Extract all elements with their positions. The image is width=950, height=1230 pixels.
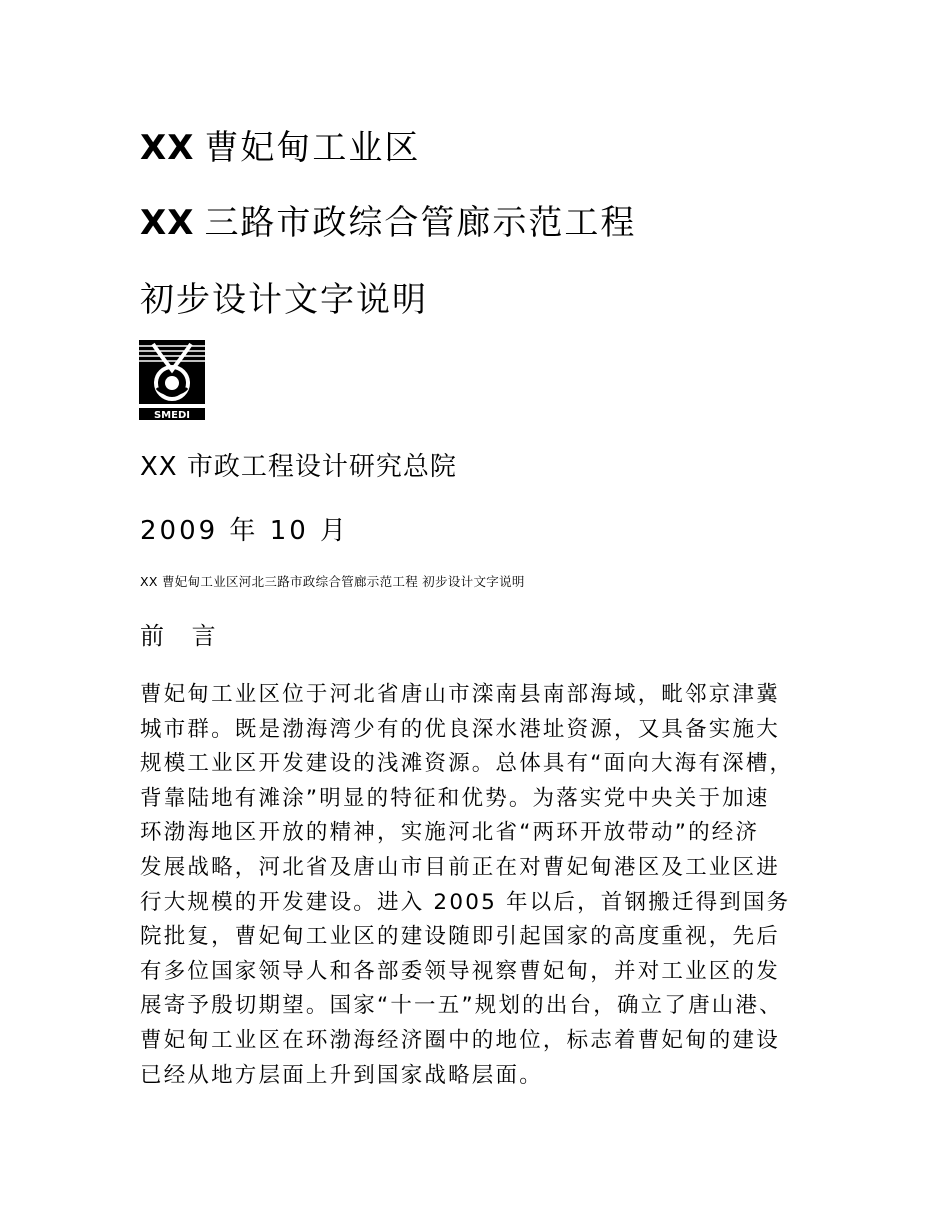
paragraph-line: 背靠陆地有滩涂”明显的特征和优势。为落实党中央关于加速 <box>140 785 770 811</box>
title-prefix: XX <box>140 128 195 168</box>
cover-title-line-1 <box>140 128 420 168</box>
cover-title-line-2 <box>140 203 636 243</box>
paragraph-line: 城市群。既是渤海湾少有的优良深水港址资源，又具备实施大 <box>140 716 780 742</box>
paragraph-line: 发展战略，河北省及唐山市目前正在对曹妃甸港区及工业区进 <box>140 854 780 880</box>
preface-paragraph <box>140 678 830 1093</box>
paragraph-line: 曹妃甸工业区位于河北省唐山市滦南县南部海域，毗邻京津冀 <box>140 682 780 707</box>
title-text: 三路市政综合管廊示范工程 <box>204 203 637 243</box>
title-text: 曹妃甸工业区 <box>204 128 421 168</box>
paragraph-line: 院批复，曹妃甸工业区的建设随即引起国家的高度重视，先后 <box>140 924 780 950</box>
paragraph-line: 环渤海地区开放的精神，实施河北省“两环开放带动”的经济 <box>140 820 760 846</box>
cover-title-line-3: 初步设计文字说明 <box>140 280 428 320</box>
paragraph-line: 曹妃甸工业区在环渤海经济圈中的地位，标志着曹妃甸的建设 <box>140 1027 780 1053</box>
running-header: XX 曹妃甸工业区河北三路市政综合管廊示范工程 初步设计文字说明 <box>140 574 525 589</box>
paragraph-line: 行大规模的开发建设。进入 2005 年以后，首钢搬迁得到国务 <box>140 889 791 915</box>
logo-text: SMEDI <box>153 410 191 420</box>
paragraph-line: 有多位国家领导人和各部委领导视察曹妃甸，并对工业区的发 <box>140 958 780 984</box>
organization-name: XX 市政工程设计研究总院 <box>140 452 457 482</box>
smedi-logo <box>139 340 205 420</box>
section-heading: 前 言 <box>140 622 226 650</box>
publication-date: 2009 年 10 月 <box>140 516 350 546</box>
paragraph-line: 展寄予殷切期望。国家“十一五”规划的出台，确立了唐山港、 <box>140 993 783 1019</box>
title-prefix: XX <box>140 203 195 243</box>
paragraph-line: 已经从地方层面上升到国家战略层面。 <box>140 1062 543 1088</box>
paragraph-line: 规模工业区开发建设的浅滩资源。总体具有“面向大海有深槽， <box>140 751 794 777</box>
